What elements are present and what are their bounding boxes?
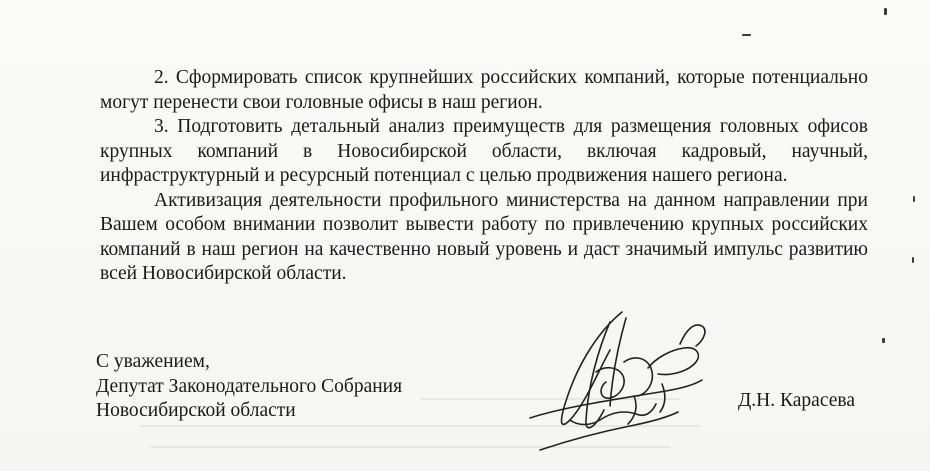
paragraph-conclusion: Активизация деятельности профильного министерства на данном направлении при Вашем особом внимании позволит вывести работу по привлечению крупных российских компаний в наш регион на качественно новый уровень и даст значимый импульс развитию всей Новосибирской области. xyxy=(100,189,868,284)
scan-speck xyxy=(884,8,887,15)
scan-speck xyxy=(913,196,915,202)
author-region: Новосибирской области xyxy=(96,400,296,421)
closing-greeting: С уважением, xyxy=(96,351,210,372)
scan-speck xyxy=(912,257,914,263)
paragraph-item-3: 3. Подготовить детальный анализ преимуществ для размещения головных офисов крупных компаний в Новосибирской области, включая кадровый, научный, инфраструктурный и ресурсный потенциал с целью продвижения нашего региона. xyxy=(100,116,868,186)
scan-speck xyxy=(742,34,751,36)
letter-body xyxy=(100,66,868,287)
scan-speck xyxy=(882,338,885,343)
handwritten-signature xyxy=(500,300,730,460)
author-position: Депутат Законодательного Собрания xyxy=(96,375,403,397)
paragraph-item-2: 2. Сформировать список крупнейших российских компаний, которые потенциально могут перенести свои головные офисы в наш регион. xyxy=(100,67,868,113)
closing-block xyxy=(96,350,402,424)
signatory-name: Д.Н. Карасева xyxy=(738,390,855,411)
